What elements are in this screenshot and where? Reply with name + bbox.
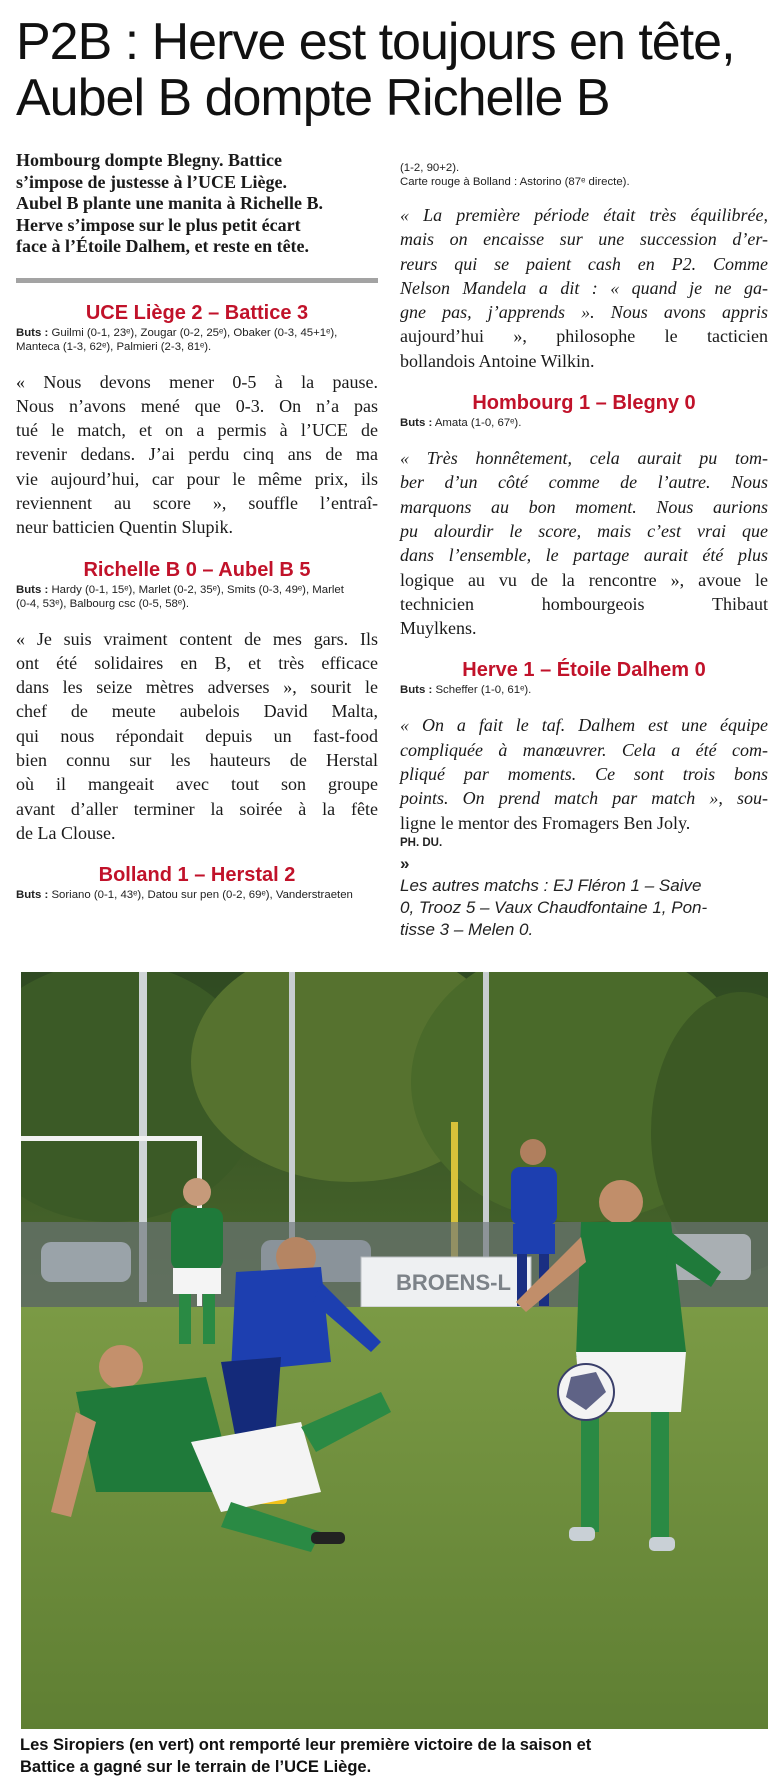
arrow-icon: » [400, 853, 410, 873]
quote-line: tué le match, et on a permis à l’UCE de [16, 420, 378, 441]
quote-line: ligne le mentor des Fromagers Ben Joly. [400, 812, 691, 833]
quote-line: vie aujourd’hui, car pour le même prix, ils [16, 468, 378, 489]
quote-line: chef de meute aubelois David Malta, [16, 701, 378, 722]
football-scene-illustration [21, 972, 768, 1729]
goals-list [16, 583, 378, 611]
quote-line: revenir dedans. J’ai perdu cinq ans de ma [16, 444, 378, 465]
other-results-line: 0, Trooz 5 – Vaux Chaudfontaine 1, Pon- [400, 897, 708, 917]
match-score: UCE Liège 2 – Battice 3 [85, 301, 309, 324]
goals-label: Buts : [16, 583, 49, 596]
red-card-line: Carte rouge à Bolland : Astorino (87ᵉ directe). [400, 176, 630, 188]
lede-line: s’impose de justesse à l’UCE Liège. [16, 171, 287, 192]
billboard-text: BROENS-L [396, 1270, 511, 1295]
quote-line: logique au vu de la rencontre », avoue le [400, 569, 768, 590]
lede [16, 150, 378, 258]
match-score: Hombourg 1 – Blegny 0 [472, 392, 696, 415]
quote-line: « La première période était très équilibrée, [400, 205, 768, 225]
quote-line: où il mangeait avec tout son groupe [16, 774, 378, 795]
caption-line: Battice a gagné sur le terrain de l’UCE Liège. [20, 1758, 372, 1776]
quote-line: pliqué par moments. Ce sont trois bons [400, 764, 768, 785]
lede-line: Hombourg dompte Blegny. Battice [16, 150, 282, 170]
lede-line: Herve s’impose sur le plus petit écart [16, 214, 301, 235]
goals-line: Soriano (0-1, 43ᵉ), Datou sur pen (0-2, 69ᵉ), Vanderstraeten [51, 889, 353, 902]
goals-list [400, 416, 768, 430]
quote-line: « Nous devons mener 0-5 à la pause. [16, 371, 378, 392]
quote-line: reviennent au score », souffle l’entraî- [16, 492, 378, 513]
goals-label: Buts : [400, 417, 433, 430]
other-results-line: Les autres matchs : EJ Fléron 1 – Saive [400, 875, 702, 895]
headline-line-1: P2B : Herve est toujours en tête, [16, 13, 735, 71]
quote-line: technicien hombourgeois Thibaut [400, 593, 768, 614]
goals-label: Buts : [16, 889, 49, 902]
match-score: Herve 1 – Étoile Dalhem 0 [462, 659, 706, 682]
match-hombourg-blegny [400, 391, 768, 640]
quote-line: « Très honnêtement, cela aurait pu tom- [400, 448, 768, 469]
goals-line: (1-2, 90+2). [400, 162, 460, 174]
quote-line: bollandois Antoine Wilkin. [400, 350, 595, 371]
quote-line: pu alourdir le score, mais c’est vrai que [400, 520, 768, 541]
quote-line: compliquée à manœuvrer. Cela a été com- [400, 739, 768, 760]
quote-line: mais on encaisse sur une succession d’er- [400, 229, 768, 250]
quote-line: qui nous répondait depuis un fast-food [16, 725, 378, 746]
match-quote [400, 446, 768, 640]
quote-line: « On a fait le taf. Dalhem est une équipe [400, 715, 768, 736]
quote-line: dans les seize mètres adverses », sourit le [16, 677, 378, 698]
match-bolland-herstal [16, 863, 378, 902]
goal-crossbar [21, 1136, 201, 1141]
goals-label: Buts : [16, 326, 49, 339]
goals-list-continued [400, 161, 768, 189]
quote-line: dans l’ensemble, le partage aurait été plus [400, 545, 768, 566]
goals-list [16, 326, 378, 354]
goals-line: Hardy (0-1, 15ᵉ), Marlet (0-2, 35ᵉ), Smits (0-3, 49ᵉ), Marlet [51, 583, 344, 596]
match-quote [16, 370, 378, 540]
goals-line: Manteca (1-3, 62ᵉ), Palmieri (2-3, 81ᵉ). [16, 340, 212, 353]
other-results-line: tisse 3 – Melen 0. [400, 919, 534, 939]
match-score: Bolland 1 – Herstal 2 [98, 864, 296, 887]
lede-line: face à l’Étoile Dalhem, et reste en tête. [16, 236, 310, 256]
quote-line: aujourd’hui », philosophe le tacticien [400, 326, 768, 347]
quote-line: points. On prend match par match », sou- [400, 788, 768, 809]
quote-line: Muylkens. [400, 618, 477, 639]
quote-line: bien connu sur les hauteurs de Herstal [16, 750, 378, 771]
match-herve-dalhem [400, 658, 768, 834]
quote-line: « Je suis vraiment content de mes gars. Ils [16, 628, 378, 649]
goals-line: (0-4, 53ᵉ), Balbourg csc (0-5, 58ᵉ). [16, 597, 190, 610]
goals-label: Buts : [400, 684, 433, 697]
quote-line: gne pas, j’apprends ». Nous avons appris [400, 302, 768, 323]
match-quote [400, 713, 768, 834]
left-column [16, 150, 378, 902]
match-quote [16, 627, 378, 846]
match-photo [21, 972, 768, 1729]
photo-caption [20, 1734, 770, 1778]
quote-line: ber d’un côté comme de l’autre. Nous [400, 472, 768, 493]
quote-line: reurs qui se paient cash en P2. Comme [400, 253, 768, 274]
right-column [400, 160, 768, 941]
author-signature: PH. DU. [400, 836, 443, 849]
caption-line: Les Siropiers (en vert) ont remporté leur première victoire de la saison et [20, 1736, 592, 1754]
goals-line: Amata (1-0, 67ᵉ). [434, 417, 522, 430]
other-results [400, 853, 768, 941]
quote-line: ont été solidaires en B, et très efficace [16, 652, 378, 673]
goals-line: Guilmi (0-1, 23ᵉ), Zougar (0-2, 25ᵉ), Obaker (0-3, 45+1ᵉ), [51, 326, 338, 339]
quote-line: Nous n’avons mené que 0-3. On n’a pas [16, 395, 378, 416]
match-uce-battice [16, 301, 378, 540]
goals-list [400, 683, 768, 697]
headline [16, 14, 766, 126]
match-richelle-aubel [16, 558, 378, 846]
football [558, 1364, 614, 1420]
quote-line: de La Clouse. [16, 822, 116, 843]
section-divider [16, 278, 378, 283]
quote-line: neur batticien Quentin Slupik. [16, 517, 233, 538]
goals-list [16, 888, 378, 902]
match-score: Richelle B 0 – Aubel B 5 [83, 558, 311, 581]
quote-line: Nelson Mandela a dit : « quand je ne ga- [400, 277, 768, 298]
quote-line: avant d’aller terminer la soirée à la fête [16, 798, 378, 819]
lede-line: Aubel B plante une manita à Richelle B. [16, 193, 324, 213]
quote-line: marquons au bon moment. Nous aurions [400, 496, 768, 517]
match-quote [400, 203, 768, 373]
goals-line: Scheffer (1-0, 61ᵉ). [435, 684, 532, 697]
headline-line-2: Aubel B dompte Richelle B [16, 69, 610, 127]
